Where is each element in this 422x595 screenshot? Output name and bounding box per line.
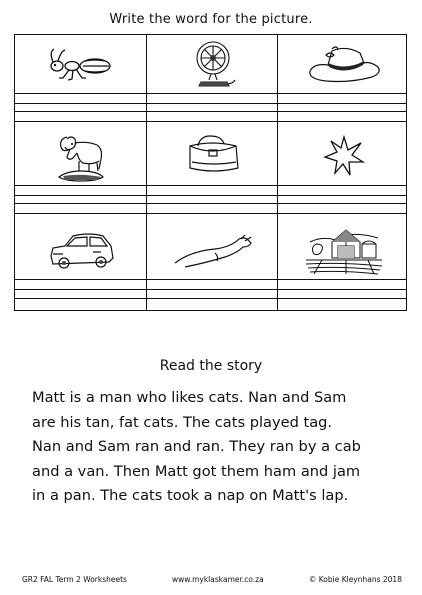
writing-line <box>15 185 406 186</box>
picture-word-grid <box>14 34 407 311</box>
farm-icon <box>278 217 409 281</box>
writing-line <box>15 111 406 112</box>
star-icon <box>278 125 409 187</box>
writing-line <box>15 93 406 94</box>
grid-column-2 <box>146 35 278 310</box>
writing-line <box>15 213 406 214</box>
writing-line <box>15 289 406 290</box>
writing-line <box>15 121 406 122</box>
fan-icon <box>147 35 278 93</box>
car-icon <box>15 217 146 281</box>
writing-line <box>15 298 406 299</box>
footer-website: www.myklaskamer.co.za <box>172 575 264 584</box>
story-title: Read the story <box>159 358 263 374</box>
footer <box>22 575 402 584</box>
grid-column-1 <box>15 35 146 310</box>
story-line: and a van. Then Matt got them ham and jam <box>32 462 361 480</box>
ant-icon <box>15 35 146 93</box>
writing-line <box>15 103 406 104</box>
writing-line <box>15 195 406 196</box>
story-line: are his tan, fat cats. The cats played tag. <box>32 413 333 431</box>
footer-copyright: © Kobie Kleynhans 2018 <box>308 575 402 584</box>
story-line: Matt is a man who likes cats. Nan and Sam <box>32 389 347 406</box>
footer-left: GR2 FAL Term 2 Worksheets <box>22 575 127 584</box>
story-line: in a pan. The cats took a nap on Matt's lap. <box>32 487 349 504</box>
ram-icon <box>15 125 146 187</box>
story-line: Nan and Sam ran and ran. They ran by a cab <box>32 438 361 455</box>
arm-icon <box>147 217 278 281</box>
writing-line <box>15 203 406 204</box>
bag-icon <box>147 125 278 187</box>
worksheet-title: Write the word for the picture. <box>109 12 313 27</box>
grid-column-3 <box>277 35 409 310</box>
writing-line <box>15 279 406 280</box>
story-text <box>32 386 402 509</box>
hat-icon <box>278 35 409 93</box>
